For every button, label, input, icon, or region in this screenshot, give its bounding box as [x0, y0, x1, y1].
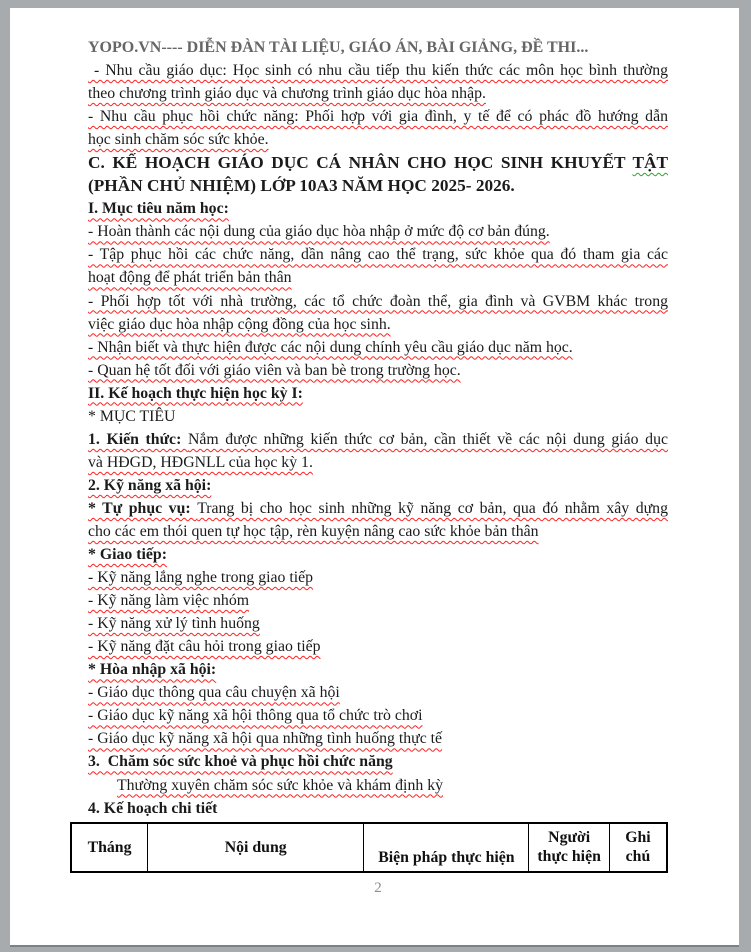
watermark-header: YOPO.VN---- DIỄN ĐÀN TÀI LIỆU, GIÁO ÁN, BÀI GIẢNG, ĐỀ THI...: [88, 39, 589, 56]
table-header-row: [71, 823, 667, 872]
section-heading-c-line2: (PHẦN CHỦ NHIỆM) LỚP 10A3 NĂM HỌC 2025- 2026.: [88, 176, 515, 196]
paragraph-line: - Nhận biết và thực hiện được các nội dung chính yêu cầu giáo dục năm học.: [88, 338, 573, 356]
paragraph-line: - Phối hợp tốt với nhà trường, các tổ chức đoàn thể, gia đình và GVBM khác trong: [88, 292, 668, 310]
page-content: [10, 8, 739, 897]
paragraph-line: cho các em thói quen tự học tập, rèn kuyện nâng cao sức khỏe bản thân: [88, 522, 539, 540]
list-item: - Giáo dục thông qua câu chuyện xã hội: [88, 684, 340, 702]
list-item: - Giáo dục kỹ năng xã hội thông qua tổ chức trò chơi: [88, 707, 423, 725]
list-item: - Kỹ năng làm việc nhóm: [88, 592, 250, 610]
page-number: 2: [374, 879, 382, 896]
paragraph-line: - Tập phục hồi các chức năng, dần nâng cao thể trạng, sức khỏe qua đó tham gia các: [88, 246, 668, 264]
plan-table: [70, 822, 668, 873]
paragraph-line: - Hoàn thành các nội dung của giáo dục hòa nhập ở mức độ cơ bản đúng.: [88, 223, 550, 241]
list-item: - Kỹ năng lắng nghe trong giao tiếp: [88, 569, 314, 587]
heading-ke-hoach-chi-tiet: 4. Kế hoạch chi tiết: [88, 799, 218, 817]
paragraph-line: và HĐGD, HĐGNLL của học kỳ 1.: [88, 453, 313, 471]
heading-ky-nang-xa-hoi: 2. Kỹ năng xã hội:: [88, 476, 212, 494]
table-header-thang: Tháng: [71, 823, 148, 872]
paragraph-tu-phuc-vu: * Tự phục vụ: Trang bị cho học sinh những kỹ năng cơ bản, qua đó nhằm xây dựng: [88, 499, 668, 517]
table-header-noi-dung: Nội dung: [148, 823, 364, 872]
heading-cham-soc-suc-khoe: 3. Chăm sóc sức khoẻ và phục hồi chức năng: [88, 753, 393, 771]
muc-tieu-label: * MỤC TIÊU: [88, 407, 176, 425]
table-header-ghi-chu: Ghi chú: [609, 823, 667, 872]
heading-muc-tieu-nam-hoc: I. Mục tiêu năm học:: [88, 200, 229, 218]
paragraph-line: - Quan hệ tốt đối với giáo viên và ban bè trong trường học.: [88, 361, 461, 379]
table-header-nguoi-thuc-hien: Người thực hiện: [529, 823, 609, 872]
paragraph-line: việc giáo dục hòa nhập cộng đồng của học sinh.: [88, 315, 391, 333]
table-header-bien-phap: Biện pháp thực hiện: [364, 823, 529, 872]
paragraph-line: - Nhu cầu giáo dục: Học sinh có nhu cầu tiếp thu kiến thức các môn học bình thường: [88, 62, 668, 80]
paragraph-line: - Nhu cầu phục hồi chức năng: Phối hợp với gia đình, y tế để có phác đồ hướng dẫn: [88, 108, 668, 126]
paragraph-line: học sinh chăm sóc sức khỏe.: [88, 131, 269, 149]
list-item: - Kỹ năng xử lý tình huống: [88, 615, 260, 633]
heading-hoa-nhap-xa-hoi: * Hòa nhập xã hội:: [88, 661, 217, 679]
paragraph-line: theo chương trình giáo dục và chương trình giáo dục hòa nhập.: [88, 85, 486, 103]
list-item: - Kỹ năng đặt câu hỏi trong giao tiếp: [88, 638, 321, 656]
paragraph-line: Thường xuyên chăm sóc sức khỏe và khám định kỳ: [117, 776, 443, 794]
list-item: - Giáo dục kỹ năng xã hội qua những tình huống thực tế: [88, 730, 443, 748]
document-page: [10, 8, 739, 945]
paragraph-line: hoạt động để phát triển bản thân: [88, 269, 292, 287]
section-heading-c: C. KẾ HOẠCH GIÁO DỤC CÁ NHÂN CHO HỌC SINH KHUYẾT TẬT: [88, 153, 668, 173]
paragraph-kien-thuc: 1. Kiến thức: Nắm được những kiến thức cơ bản, cần thiết về các nội dung giáo dục: [88, 430, 668, 448]
heading-ke-hoach-hoc-ky-1: II. Kế hoạch thực hiện học kỳ I:: [88, 384, 303, 402]
heading-giao-tiep: * Giao tiếp:: [88, 546, 167, 564]
